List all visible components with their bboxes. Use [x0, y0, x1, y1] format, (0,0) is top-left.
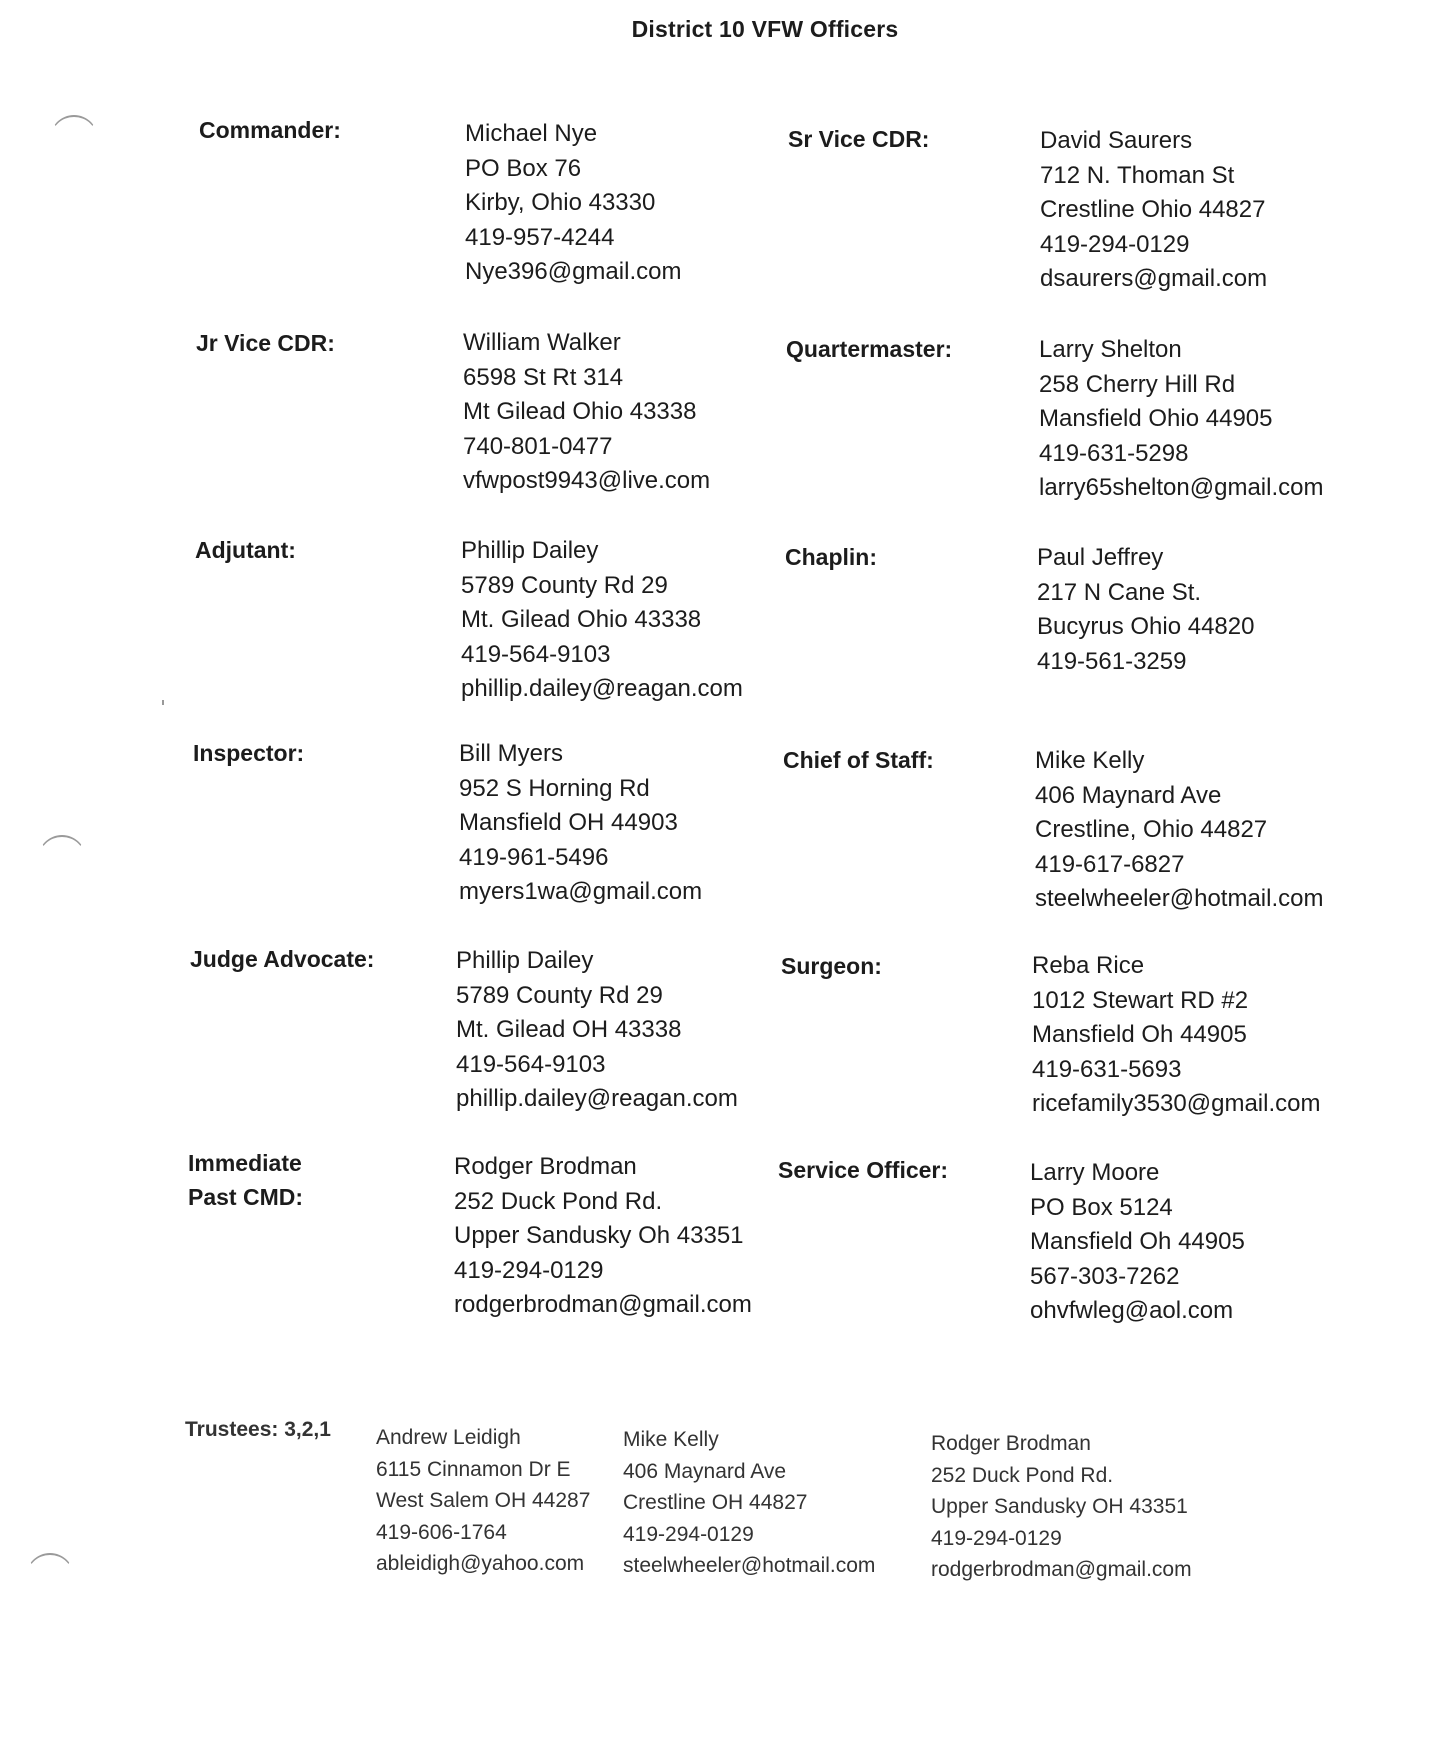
officer-email: phillip.dailey@reagan.com: [456, 1085, 738, 1112]
officer-phone: 419-631-5298: [1039, 439, 1189, 467]
officer-contact: [1030, 1156, 1245, 1329]
officer-phone: 419-961-5496: [459, 843, 609, 871]
officer-street: 258 Cherry Hill Rd: [1039, 370, 1236, 398]
trustee-contact: [376, 1422, 590, 1580]
officer-city: Crestline Ohio 44827: [1040, 196, 1266, 223]
page-title: District 10 VFW Officers: [631, 16, 899, 42]
trustee-contact: [623, 1424, 875, 1582]
officer-row: [0, 620, 1440, 912]
officer-phone: 419-294-0129: [1040, 230, 1190, 258]
trustee-email: rodgerbrodman@gmail.com: [931, 1558, 1192, 1581]
officer-street: 252 Duck Pond Rd.: [454, 1187, 663, 1215]
officer-street: 406 Maynard Ave: [1035, 781, 1222, 809]
officer-role: Commander:: [199, 117, 341, 143]
trustee-contact: [931, 1428, 1192, 1586]
officer-row: [0, 208, 1440, 501]
officer-email: Nye396@gmail.com: [465, 258, 682, 285]
officer-role: Chaplin:: [785, 544, 877, 570]
officer-row: [0, 824, 1440, 1117]
officer-phone: 419-631-5693: [1032, 1055, 1182, 1083]
officer-row: [0, 0, 1440, 292]
officer-role: Judge Advocate:: [190, 946, 375, 972]
trustee-street: 6115 Cinnamon Dr E: [376, 1457, 571, 1481]
officer-role: Chief of Staff:: [783, 747, 934, 773]
officer-name: Paul Jeffrey: [1037, 544, 1164, 571]
officer-phone: 419-957-4244: [465, 223, 615, 251]
officer-name: Reba Rice: [1032, 952, 1145, 979]
officer-city: Mt. Gilead OH 43338: [456, 1016, 682, 1043]
officer-phone: 419-294-0129: [454, 1256, 604, 1284]
officer-email: vfwpost9943@live.com: [463, 467, 711, 494]
trustee-phone: 419-294-0129: [931, 1526, 1062, 1550]
officer-role: Adjutant:: [195, 537, 296, 563]
officer-city: Mansfield Oh 44905: [1032, 1021, 1247, 1048]
officer-phone: 419-617-6827: [1035, 850, 1185, 878]
trustee-street: 252 Duck Pond Rd.: [931, 1463, 1114, 1487]
officer-email: larry65shelton@gmail.com: [1039, 474, 1324, 501]
officer-email: ricefamily3530@gmail.com: [1032, 1090, 1321, 1117]
officer-name: Rodger Brodman: [454, 1153, 637, 1180]
officer-role: Quartermaster:: [786, 336, 953, 362]
officer-phone: 419-564-9103: [461, 640, 611, 668]
officer-city: Mansfield Oh 44905: [1030, 1228, 1245, 1255]
trustee-street: 406 Maynard Ave: [623, 1459, 787, 1483]
trustees-label: Trustees: 3,2,1: [185, 1418, 331, 1441]
officer-city: Kirby, Ohio 43330: [465, 189, 656, 216]
officer-name: David Saurers: [1040, 127, 1193, 154]
officer-role: Sr Vice CDR:: [788, 126, 930, 152]
officer-street: 712 N. Thoman St: [1040, 161, 1235, 189]
officer-role: Immediate Past CMD:: [188, 1150, 304, 1210]
officer-row: [0, 416, 1440, 702]
officer-role: Service Officer:: [778, 1157, 949, 1183]
officer-city: Mt Gilead Ohio 43338: [463, 398, 697, 425]
officer-role: Inspector:: [193, 740, 305, 766]
officer-city: Mt. Gilead Ohio 43338: [461, 606, 702, 633]
officer-street: PO Box 5124: [1030, 1193, 1173, 1221]
officer-city: Bucyrus Ohio 44820: [1037, 613, 1255, 640]
officer-email: myers1wa@gmail.com: [459, 878, 703, 905]
officer-name: Bill Myers: [459, 740, 564, 767]
officer-street: 5789 County Rd 29: [461, 571, 668, 599]
trustee-city: Crestline OH 44827: [623, 1491, 808, 1514]
trustee-email: steelwheeler@hotmail.com: [623, 1554, 876, 1577]
officer-role: Surgeon:: [781, 953, 882, 979]
officer-email: rodgerbrodman@gmail.com: [454, 1291, 752, 1318]
trustee-city: Upper Sandusky OH 43351: [931, 1495, 1188, 1518]
officer-street: 217 N Cane St.: [1037, 578, 1202, 606]
officer-name: Michael Nye: [465, 120, 598, 147]
officer-street: 5789 County Rd 29: [456, 981, 663, 1009]
officer-row: [0, 1028, 1440, 1324]
officer-name: William Walker: [463, 329, 621, 356]
officer-name: Mike Kelly: [1035, 747, 1145, 774]
trustee-city: West Salem OH 44287: [376, 1489, 591, 1512]
trustee-name: Andrew Leidigh: [376, 1426, 521, 1449]
officer-street: 952 S Horning Rd: [459, 774, 650, 802]
trustee-email: ableidigh@yahoo.com: [376, 1552, 585, 1575]
trustee-name: Rodger Brodman: [931, 1432, 1091, 1455]
officer-name: Phillip Dailey: [456, 947, 594, 974]
officer-phone: 740-801-0477: [463, 432, 613, 460]
trustee-name: Mike Kelly: [623, 1428, 719, 1451]
officer-email: ohvfwleg@aol.com: [1030, 1297, 1234, 1324]
officer-city: Upper Sandusky Oh 43351: [454, 1222, 744, 1249]
trustee-phone: 419-606-1764: [376, 1520, 507, 1544]
officer-name: Larry Moore: [1030, 1159, 1160, 1186]
officer-email: dsaurers@gmail.com: [1040, 265, 1268, 292]
officer-name: Larry Shelton: [1039, 336, 1182, 363]
officer-role: Jr Vice CDR:: [196, 330, 335, 356]
officer-email: phillip.dailey@reagan.com: [461, 675, 743, 702]
officer-street: 6598 St Rt 314: [463, 363, 624, 391]
officer-contact: [454, 1150, 752, 1323]
officer-street: PO Box 76: [465, 154, 582, 182]
officer-city: Mansfield OH 44903: [459, 809, 678, 836]
officer-street: 1012 Stewart RD #2: [1032, 986, 1249, 1014]
officer-phone: 419-564-9103: [456, 1050, 606, 1078]
officer-city: Crestline, Ohio 44827: [1035, 816, 1268, 843]
officer-email: steelwheeler@hotmail.com: [1035, 885, 1324, 912]
binder-hole-mark: [26, 1553, 74, 1601]
trustee-phone: 419-294-0129: [623, 1522, 754, 1546]
officer-name: Phillip Dailey: [461, 537, 599, 564]
officer-city: Mansfield Ohio 44905: [1039, 405, 1273, 432]
officer-phone: 419-561-3259: [1037, 647, 1187, 675]
officer-phone: 567-303-7262: [1030, 1262, 1180, 1290]
